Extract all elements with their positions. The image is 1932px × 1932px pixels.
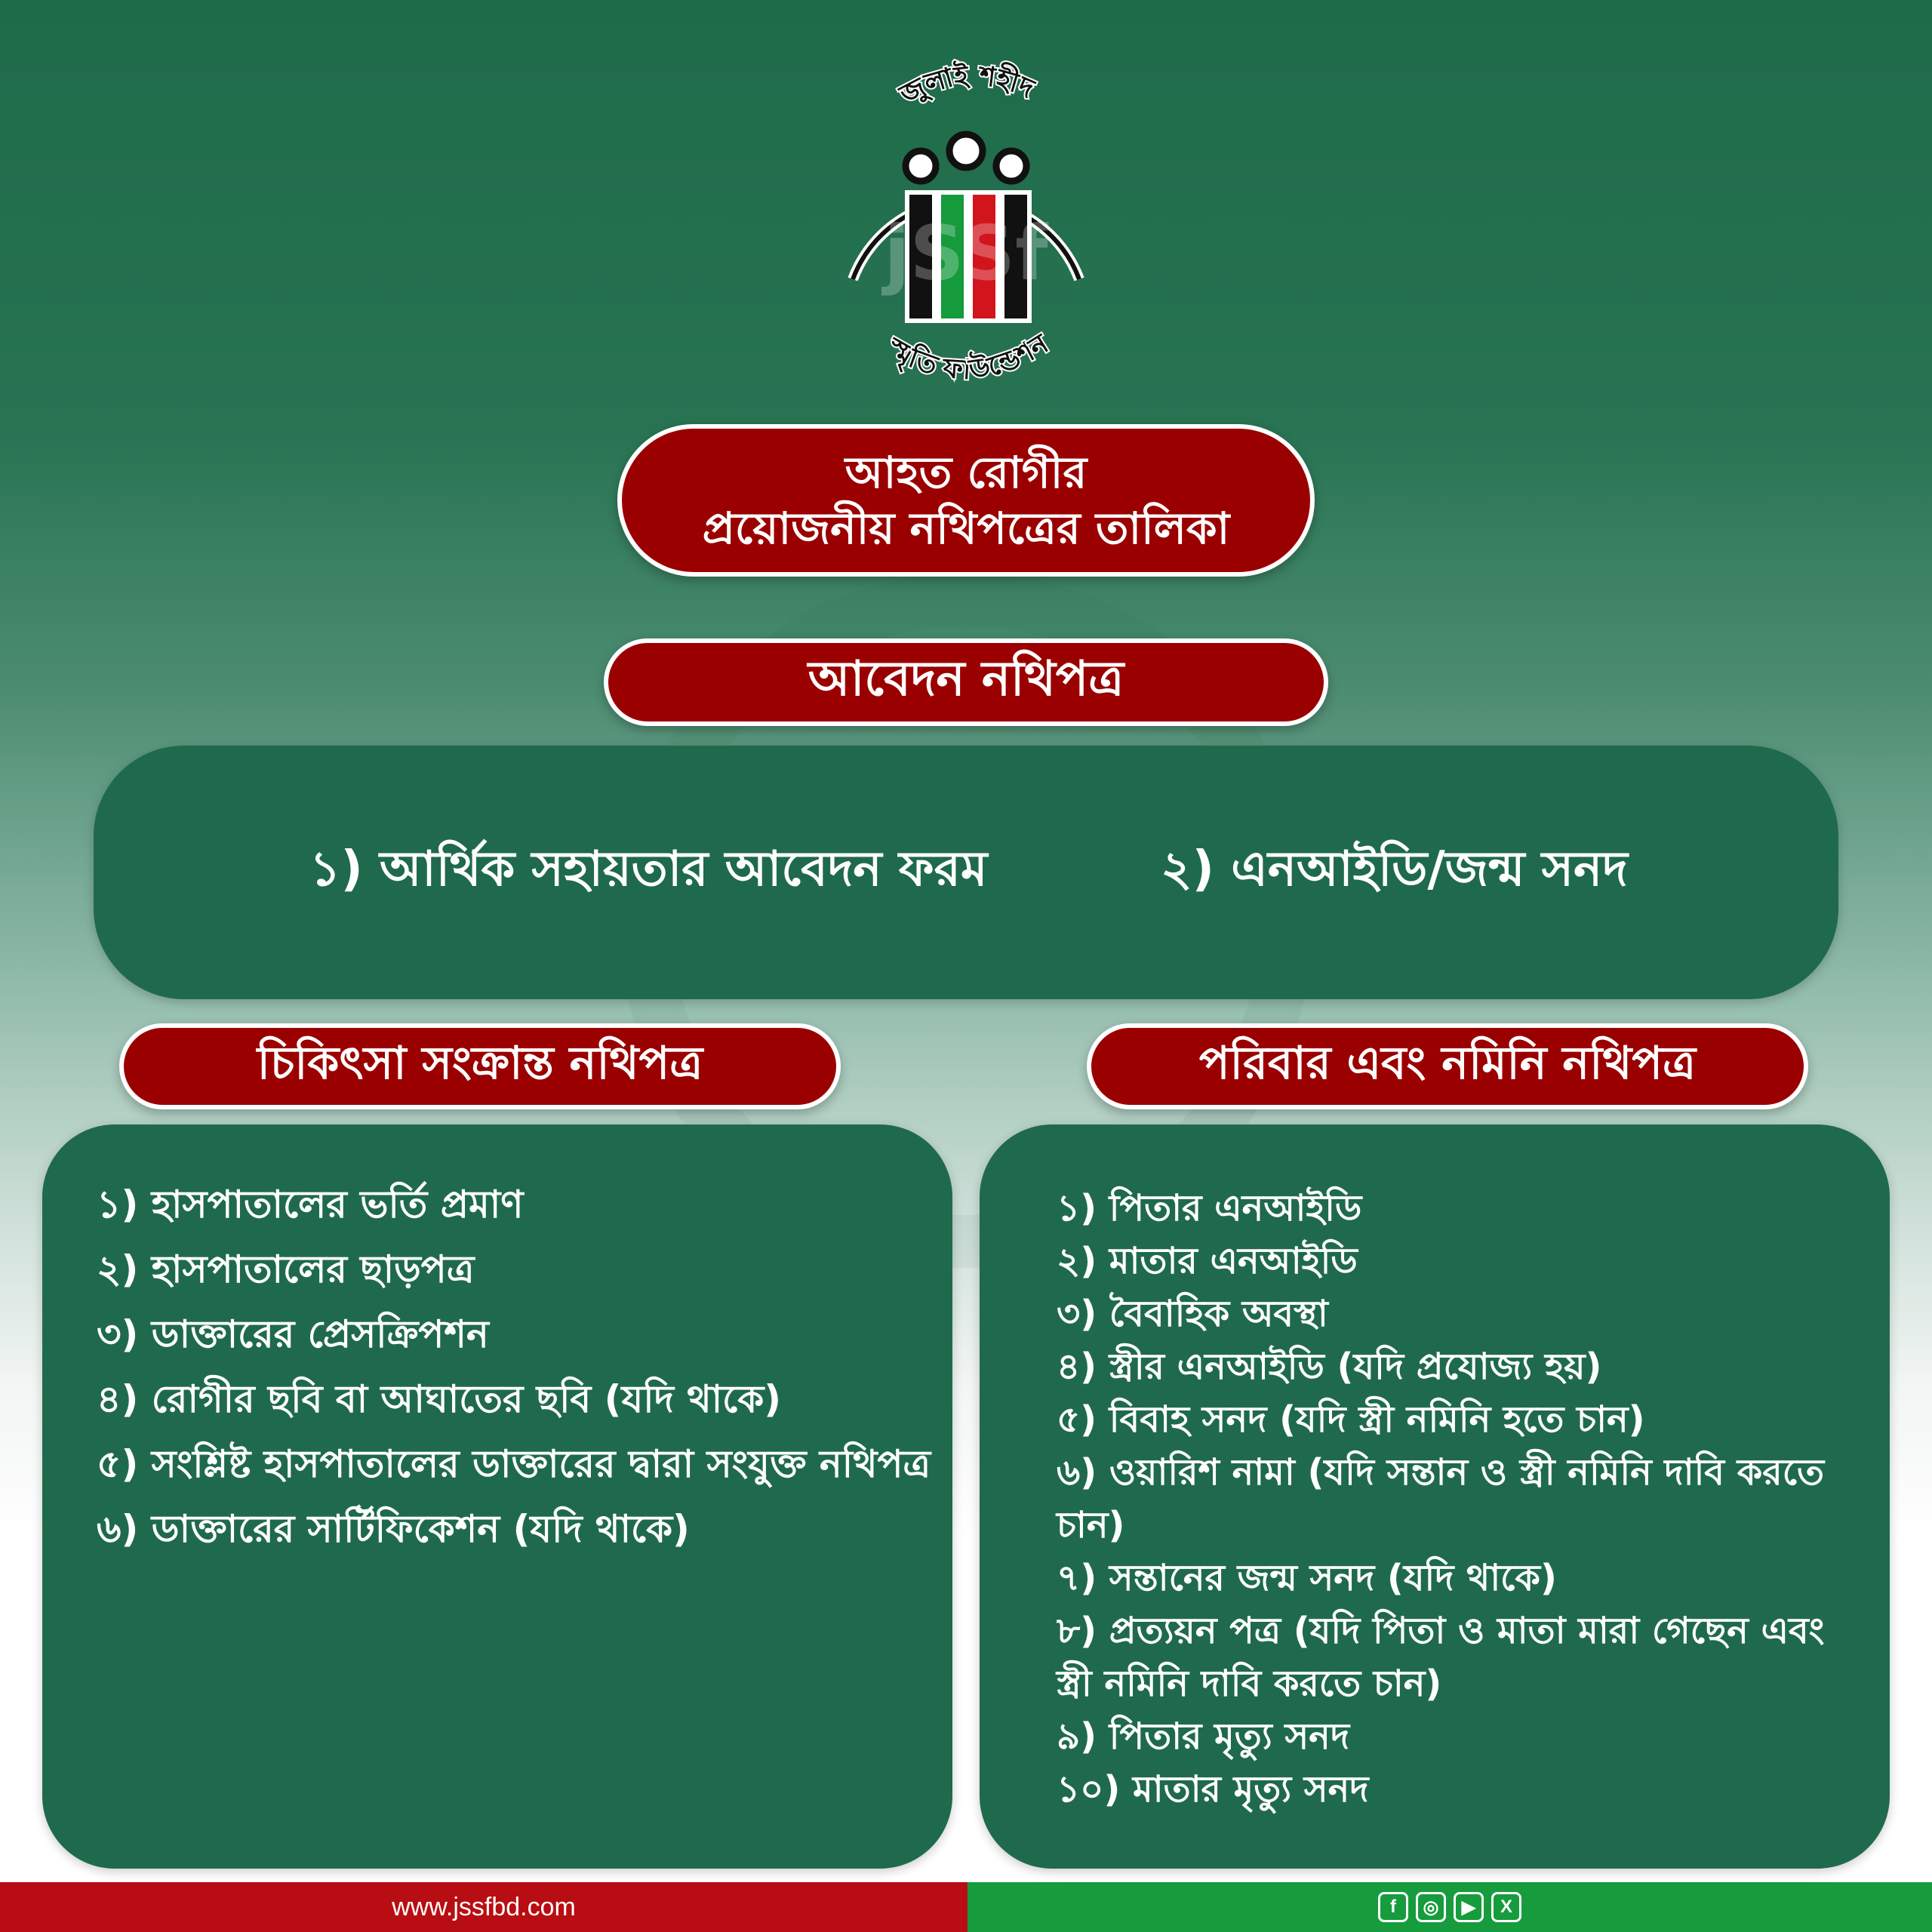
x-icon[interactable]: X: [1491, 1892, 1521, 1922]
family-panel: [980, 1124, 1890, 1869]
application-item: ১) আর্থিক সহায়তার আবেদন ফরম: [309, 841, 988, 897]
list-item: ৮) প্রত্যয়ন পত্র (যদি পিতা ও মাতা মারা গেছেন এবং স্ত্রী নমিনি দাবি করতে চান): [1057, 1610, 1825, 1705]
website-link[interactable]: www.jssfbd.com: [392, 1892, 576, 1921]
family-heading-text: পরিবার এবং নমিনি নথিপত্র: [1198, 1037, 1697, 1090]
list-item: ১০) মাতার মৃত্যু সনদ: [1057, 1768, 1369, 1810]
list-item: ২) হাসপাতালের ছাড়পত্র: [97, 1247, 475, 1291]
list-item: ১) পিতার এনআইডি: [1057, 1187, 1362, 1229]
family-list: [1057, 1182, 1844, 1816]
page-title: [617, 424, 1315, 577]
list-item: ৬) ডাক্তারের সার্টিফিকেশন (যদি থাকে): [97, 1507, 690, 1551]
logo-bottom-text: স্মৃতি ফাউন্ডেশন: [881, 328, 1054, 386]
footer-website-bar: [0, 1882, 968, 1932]
logo-letters: jSSf: [884, 209, 1048, 297]
footer: [0, 1882, 1932, 1932]
list-item: ৯) পিতার মৃত্যু সনদ: [1057, 1715, 1350, 1758]
title-line-1: আহত রোগীর: [844, 447, 1088, 498]
footer-social-bar: [968, 1882, 1932, 1932]
application-section-heading: [604, 638, 1328, 726]
list-item: ৪) রোগীর ছবি বা আঘাতের ছবি (যদি থাকে): [97, 1377, 782, 1421]
list-item: ১) হাসপাতালের ভর্তি প্রমাণ: [97, 1183, 524, 1226]
medical-heading-text: চিকিৎসা সংক্রান্ত নথিপত্র: [257, 1037, 703, 1090]
list-item: ৩) বৈবাহিক অবস্থা: [1057, 1293, 1328, 1335]
list-item: ৩) ডাক্তারের প্রেসক্রিপশন: [97, 1312, 489, 1356]
svg-text:স্মৃতি ফাউন্ডেশন: [880, 328, 1055, 386]
list-item: ৭) সন্তানের জন্ম সনদ (যদি থাকে): [1057, 1557, 1557, 1599]
logo-top-text: জুলাই শহীদ: [895, 60, 1038, 111]
application-heading-text: আবেদন নথিপত্র: [808, 651, 1124, 707]
jssf-logo: [823, 53, 1109, 400]
list-item: ২) মাতার এনআইডি: [1057, 1240, 1358, 1282]
instagram-icon[interactable]: ◎: [1416, 1892, 1446, 1922]
medical-list: [97, 1182, 945, 1571]
application-panel: [94, 746, 1838, 999]
title-line-2: প্রয়োজনীয় নথিপত্রের তালিকা: [702, 503, 1230, 554]
medical-panel: [42, 1124, 952, 1869]
application-item: ২) এনআইডি/জন্ম সনদ: [1161, 841, 1628, 897]
family-section-heading: [1087, 1023, 1808, 1109]
svg-text:জুলাই শহীদ: [894, 59, 1039, 112]
list-item: ৫) সংশ্লিষ্ট হাসপাতালের ডাক্তারের দ্বারা সংযুক্ত নথিপত্র: [97, 1442, 931, 1486]
list-item: ৬) ওয়ারিশ নামা (যদি সন্তান ও স্ত্রী নমিনি দাবি করতে চান): [1057, 1451, 1825, 1546]
list-item: ৫) বিবাহ সনদ (যদি স্ত্রী নমিনি হতে চান): [1057, 1398, 1645, 1441]
medical-section-heading: [119, 1023, 841, 1109]
list-item: ৪) স্ত্রীর এনআইডি (যদি প্রযোজ্য হয়): [1057, 1346, 1602, 1388]
facebook-icon[interactable]: f: [1378, 1892, 1408, 1922]
youtube-icon[interactable]: ▶: [1454, 1892, 1484, 1922]
